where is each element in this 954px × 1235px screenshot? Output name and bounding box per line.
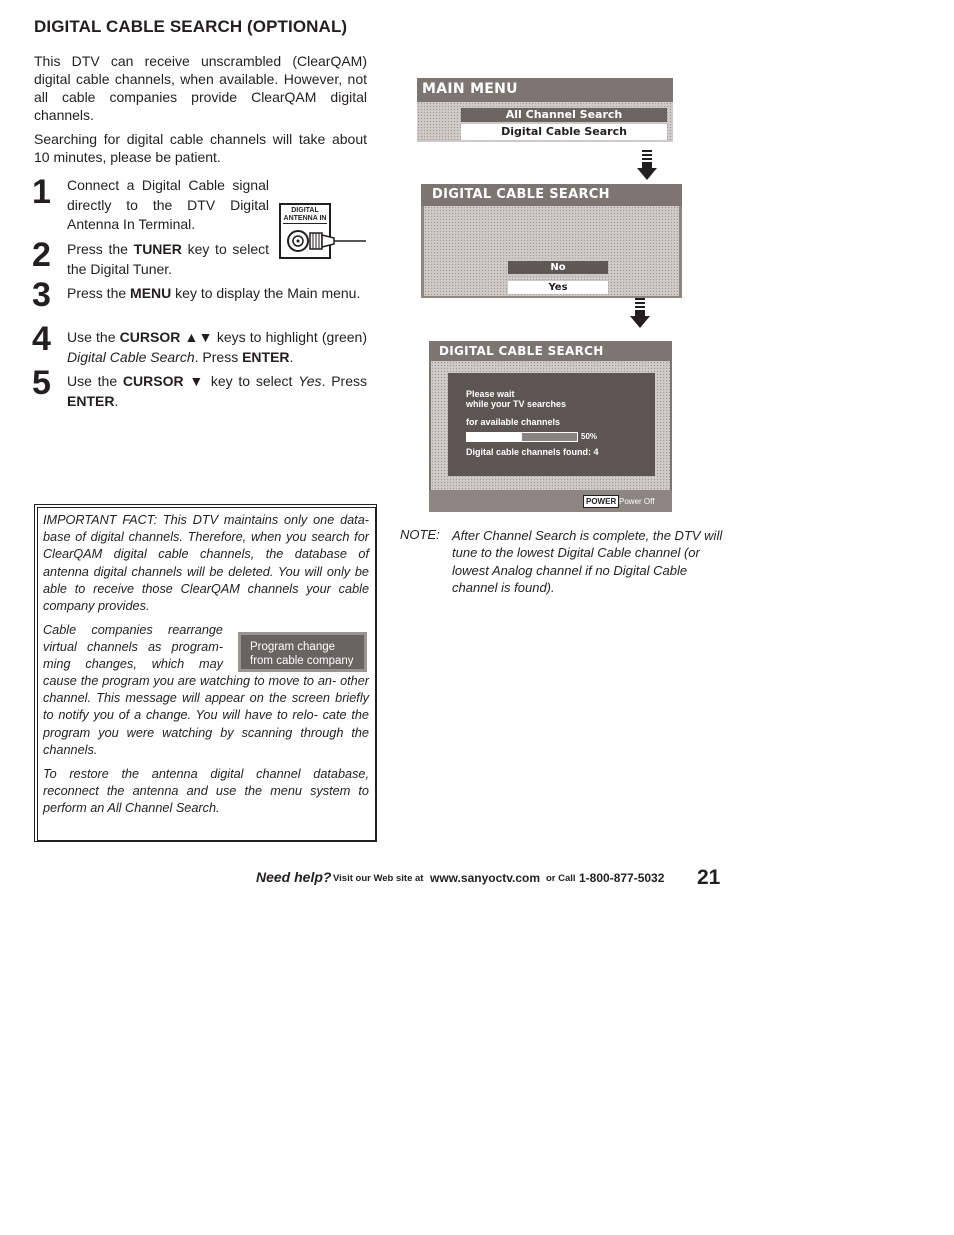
cable-search-confirm-screen [421, 184, 682, 298]
program-change-message-text [250, 640, 354, 668]
arrow-down-icon [637, 150, 657, 182]
fact-line: Cable companies rearrange [43, 623, 223, 637]
menu-item-all-channel-search[interactable]: All Channel Search [461, 108, 667, 122]
page-number: 21 [697, 866, 721, 889]
step-text: Connect a Digital Cable signal directly to the DTV Digital Antenna In Terminal. [67, 177, 269, 232]
step-number: 3 [32, 276, 51, 314]
step-text: Use the CURSOR ▲▼ keys to highlight (green) Digital Cable Search. Press ENTER. [67, 329, 367, 365]
cable-search-progress-screen [429, 341, 672, 512]
step-number: 5 [32, 364, 51, 402]
message-line: Program change [250, 641, 336, 653]
progress-message-line: while your TV searches [466, 399, 567, 409]
option-yes[interactable]: Yes [508, 281, 608, 294]
step-number: 2 [32, 236, 51, 274]
fact-paragraph: cause the program you are watching to move to an- other channel. This message will appear on the screen briefly to notify you of a change. You will have to relo- cate the program you were watching by scanning through the channels. [43, 674, 369, 757]
message-line: from cable company [250, 655, 354, 667]
footer-help: Need help? [256, 869, 332, 885]
progress-dialog [448, 373, 655, 476]
progress-percent: 50% [581, 432, 598, 441]
note-label: NOTE: [400, 527, 440, 542]
footer-visit: Visit our Web site at [333, 873, 424, 884]
option-no[interactable]: No [508, 261, 608, 274]
arrow-down-icon [630, 298, 650, 330]
section-title: DIGITAL CABLE SEARCH (OPTIONAL) [34, 17, 348, 36]
channels-found-count: Digital cable channels found: 4 [466, 447, 599, 457]
progress-message [466, 389, 566, 409]
screen-title: DIGITAL CABLE SEARCH [432, 187, 610, 202]
step-number: 1 [32, 173, 51, 211]
progress-bar-fill [467, 433, 522, 441]
step-text: Press the MENU key to display the Main menu. [67, 285, 361, 301]
footer-url[interactable]: www.sanyoctv.com [430, 871, 541, 885]
progress-message-line: Please wait [466, 389, 515, 399]
main-menu-screen [417, 78, 673, 142]
power-off-label: Power Off [619, 497, 655, 506]
step-text: Use the CURSOR ▼ key to select Yes. Press ENTER. [67, 373, 368, 409]
progress-message-line: for available channels [466, 417, 561, 427]
fact-paragraph: To restore the antenna digital channel database, reconnect the antenna and use the menu system to perform an All Channel Search. [43, 767, 369, 816]
progress-bar [466, 432, 578, 442]
footer-call: or Call [546, 873, 576, 884]
fact-paragraph-start [43, 622, 223, 674]
fact-line: virtual channels as program- [43, 640, 223, 655]
fact-paragraph: IMPORTANT FACT: This DTV maintains only one data- base of digital channels. Therefore, when you search for ClearQAM digital cable channels, the database of antenna digital channels will be deleted. You will only be able to receive those ClearQAM channels your cable company provides. [43, 513, 369, 614]
coax-connector-icon [279, 222, 369, 262]
note-text: After Channel Search is complete, the DTV will tune to the lowest Digital Cable channel (or lowest Analog channel if no Digital Cable channel is found). [452, 528, 723, 596]
intro-paragraph: Searching for digital cable channels will take about 10 minutes, please be patient. [34, 131, 367, 165]
program-change-message [238, 632, 367, 672]
footer-phone: 1-800-877-5032 [579, 871, 665, 885]
antenna-label-line: ANTENNA IN [283, 215, 327, 222]
intro-paragraph: This DTV can receive unscrambled (ClearQAM) digital cable channels, when available. However, not all cable companies provide ClearQAM digital channels. [34, 53, 367, 123]
screen-title: DIGITAL CABLE SEARCH [439, 344, 604, 358]
screen-title: MAIN MENU [422, 81, 518, 97]
power-key[interactable]: POWER [583, 495, 619, 508]
menu-item-digital-cable-search[interactable]: Digital Cable Search [461, 124, 667, 140]
fact-line: ming changes, which may [43, 657, 223, 672]
step-text: Press the TUNER key to select the Digital Tuner. [67, 241, 269, 277]
step-number: 4 [32, 320, 51, 358]
antenna-label-line: DIGITAL [291, 207, 319, 214]
